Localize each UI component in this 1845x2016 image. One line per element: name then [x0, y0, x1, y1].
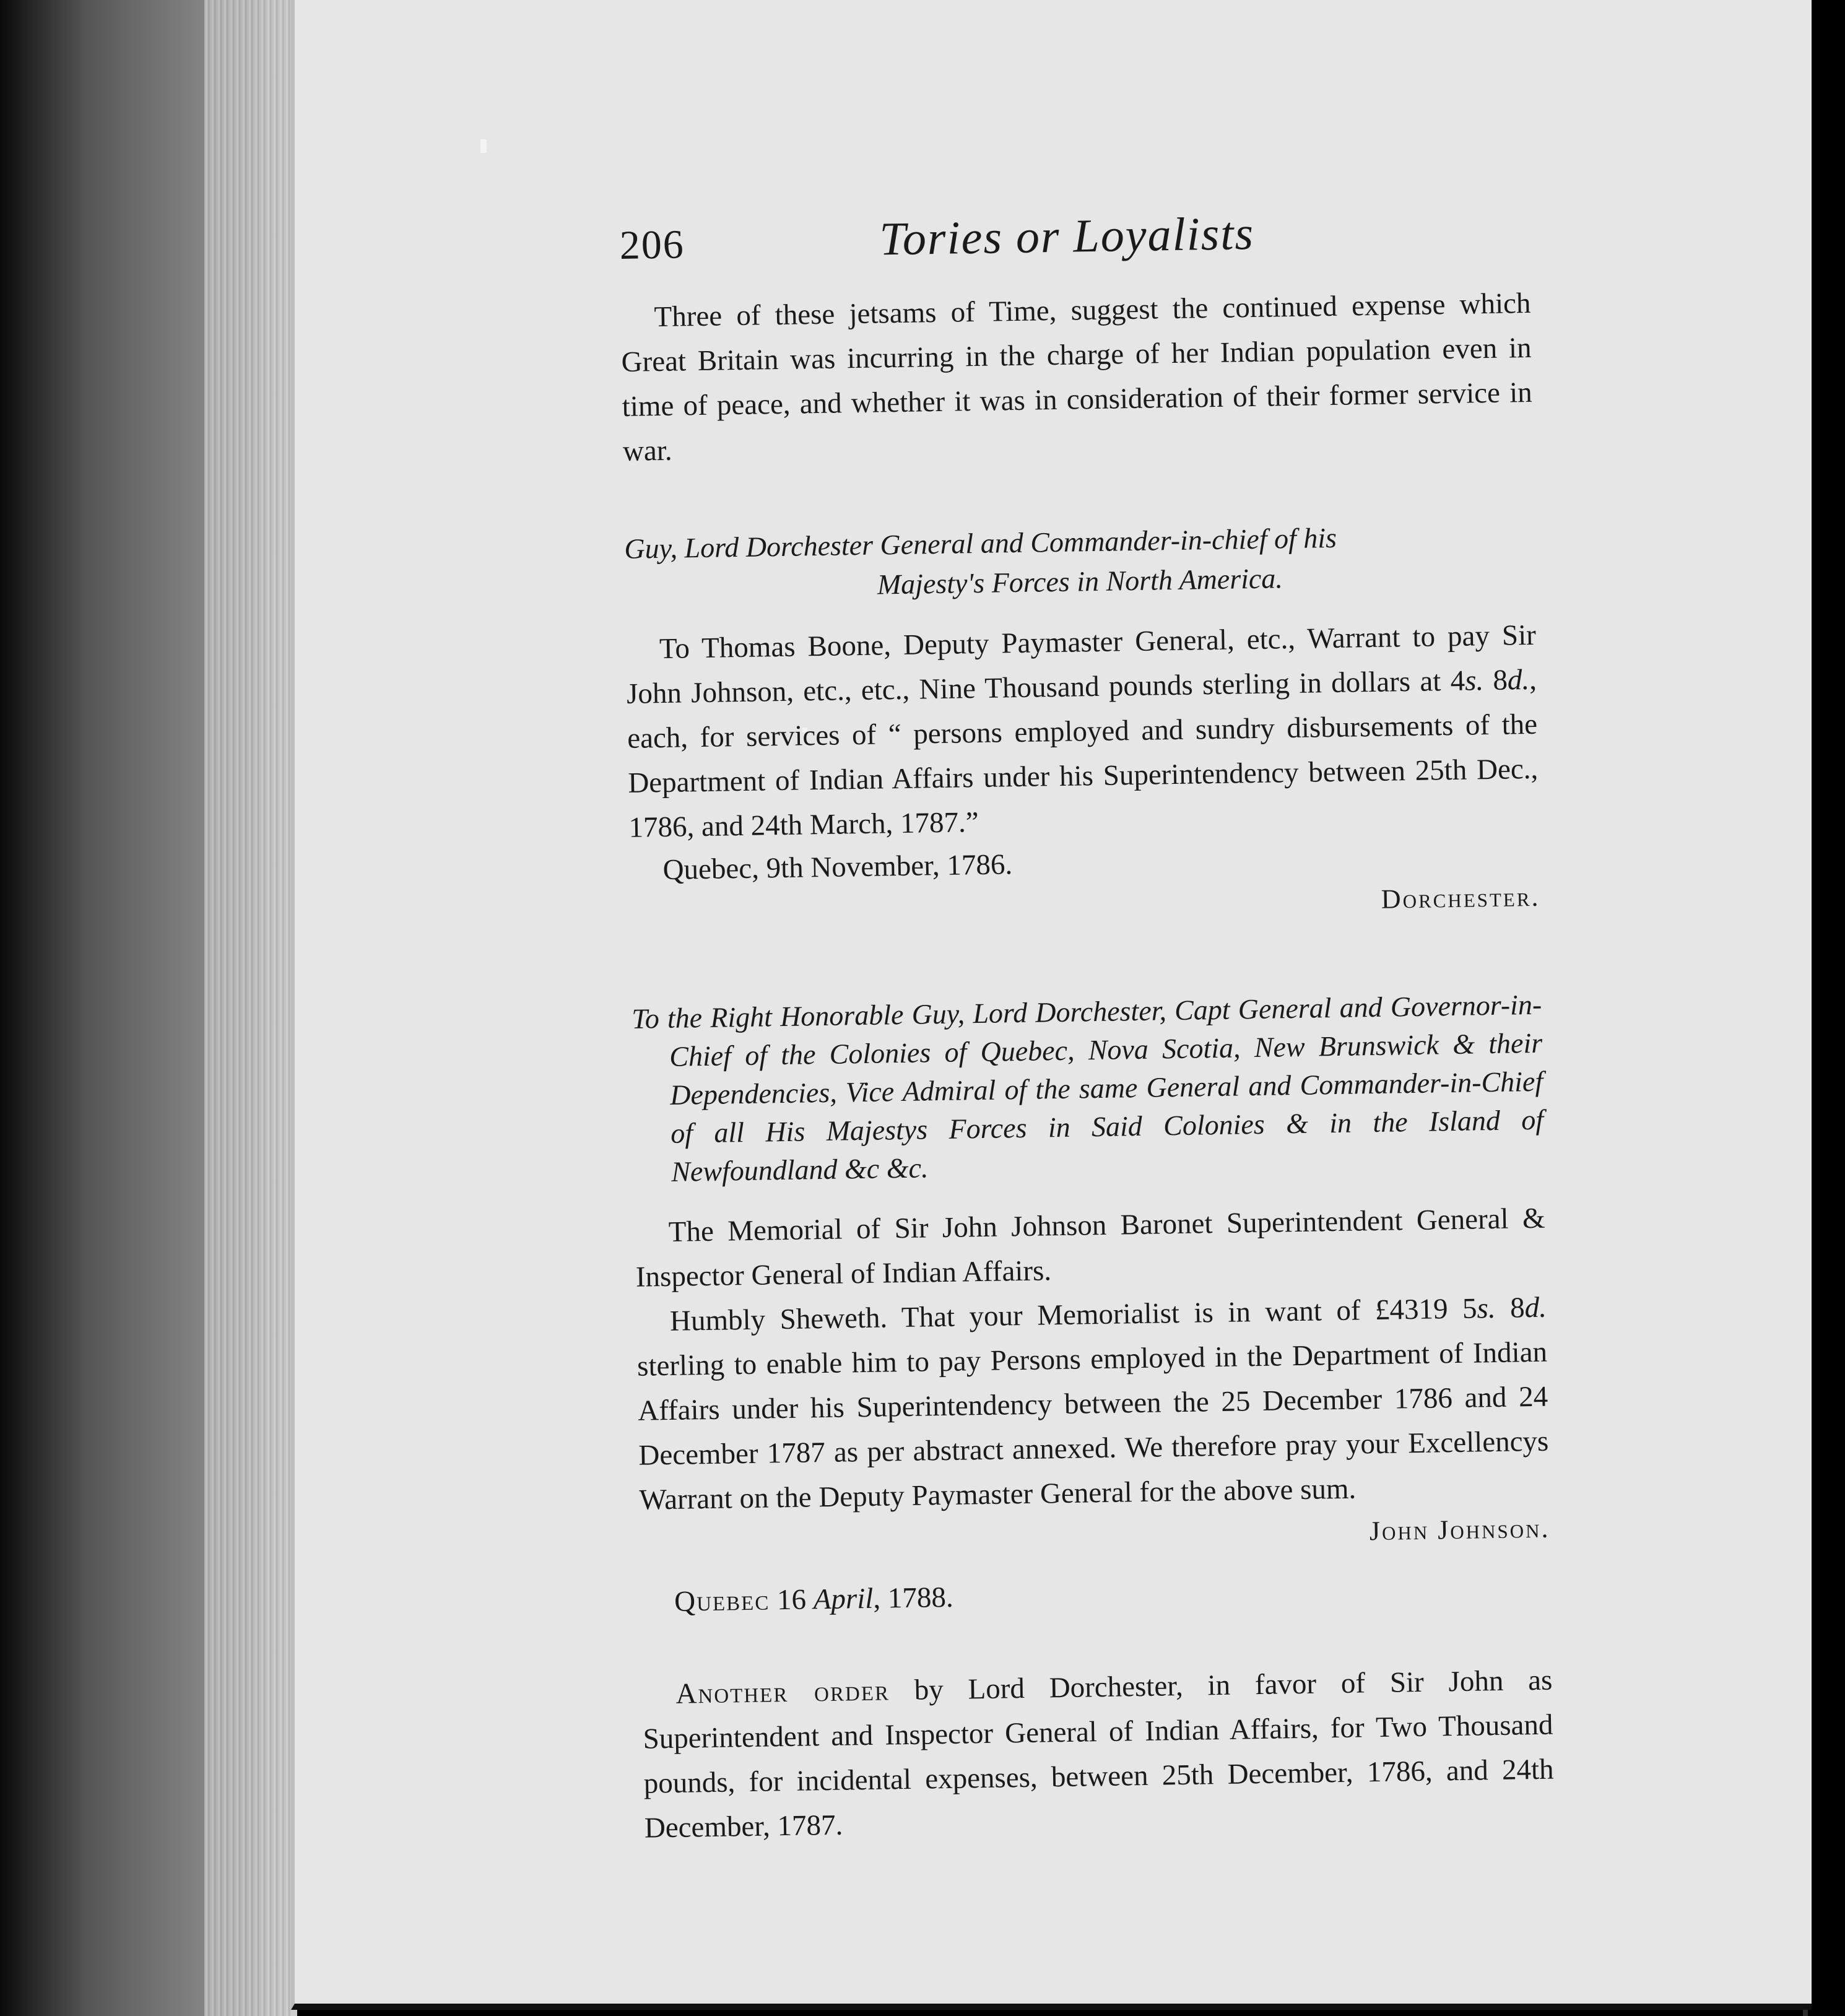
- scan-speck: [480, 139, 487, 153]
- running-title: Tories or Loyalists: [879, 207, 1255, 266]
- memorial-pence-abbr: d.: [1524, 1291, 1547, 1324]
- page-stack: [204, 0, 291, 2016]
- memorial-date-day: 16: [769, 1583, 814, 1617]
- memorial-date-place: Quebec: [674, 1584, 770, 1618]
- another-order-body: by Lord Dorchester, in favor of Sir John as Superintendent and Inspector General of Indian Affairs, for Two Thousand pounds, for incidental expenses, between 25th December, 1786, and 24th December, 1787.: [643, 1664, 1554, 1844]
- memorial-signature: John Johnson.: [1369, 1513, 1550, 1547]
- memorial-date-year: , 1788.: [872, 1581, 953, 1615]
- memorial-date-month: April: [813, 1582, 874, 1616]
- order1-body-post: , each, for services of “ persons employed and sundry disbursements of the Department of Indian Affairs under his Superintendency between 25th Dec., 1786, and 24th March, 1787.”: [627, 663, 1539, 844]
- order1-body-pre: To Thomas Boone, Deputy Paymaster General, etc., Warrant to pay Sir John Johnson, etc., etc., Nine Thousand pounds sterling in dollars at 4: [626, 619, 1537, 710]
- another-order-paragraph: [642, 1658, 1555, 1851]
- order1-shillings-abbr: s.: [1464, 664, 1484, 697]
- page-text: [619, 202, 1555, 1851]
- another-order-lead: Another order: [675, 1674, 890, 1710]
- memorial-body-post: sterling to enable him to pay Persons employed in the Department of Indian Affairs under his Superintendency between the 25 December 1786 and 24 December 1787 as per abstract annexed. We therefore pray your Excellencys Warrant on the Deputy Paymaster General for the above sum.: [636, 1336, 1549, 1516]
- page-number: 206: [619, 222, 685, 268]
- memorial-body-mid: 8: [1495, 1292, 1526, 1324]
- memorial-body: [636, 1285, 1549, 1523]
- order1-heading-line1: Guy, Lord Dorchester General and Commander-in-chief of his: [624, 521, 1337, 565]
- order1-pence-abbr: d.: [1507, 664, 1530, 697]
- order1-date: Quebec, 9th November, 1786.: [662, 848, 1013, 887]
- memorial-shillings-abbr: s.: [1477, 1292, 1496, 1325]
- scan-border-right: [1808, 0, 1845, 2016]
- memorial-heading: To the Right Honorable Guy, Lord Dorchester, Capt General and Governor-in-Chief of the Colonies of Quebec, Nova Scotia, New Brunswick & their Dependencies, Vice Admiral of the same General and Commander-in-Chief of all His Majestys Forces in Said Colonies & in the Island of Newfoundland &c &c.: [631, 988, 1544, 1188]
- order1-heading: [624, 515, 1535, 609]
- order1-body-mid: 8: [1483, 664, 1508, 697]
- intro-paragraph: Three of these jetsams of Time, suggest the continued expense which Great Britain was incurring in the charge of her Indian population even in time of peace, and whether it was in consideration of their former service in war.: [621, 287, 1533, 467]
- order1-heading-line2: Majesty's Forces in North America.: [877, 562, 1283, 601]
- memorial-body-pre: Humbly Sheweth. That your Memorialist is in want of £4319 5: [669, 1292, 1477, 1337]
- order1-body: [625, 613, 1539, 850]
- memorial-intro: The Memorial of Sir John Johnson Baronet Superintendent General & Inspector General of Indian Affairs.: [635, 1202, 1546, 1293]
- order1-signature: Dorchester.: [1381, 881, 1540, 915]
